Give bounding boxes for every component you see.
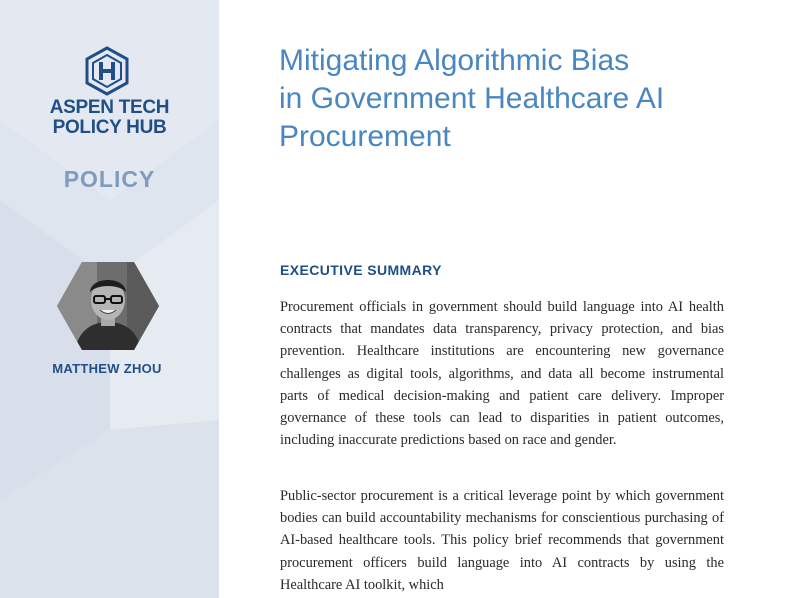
author-portrait — [57, 262, 159, 350]
document-title — [279, 42, 759, 156]
author-name: MATTHEW ZHOU — [52, 361, 162, 376]
sidebar — [0, 0, 219, 598]
hexagon-h-logo-icon — [84, 46, 130, 96]
title-line-1: Mitigating Algorithmic Bias — [279, 44, 630, 77]
brand-line-1: ASPEN TECH — [49, 97, 170, 118]
title-line-3: Procurement — [279, 120, 451, 153]
section-heading: EXECUTIVE SUMMARY — [280, 262, 442, 278]
brand-name — [0, 98, 219, 138]
title-line-2: in Government Healthcare AI — [279, 82, 665, 115]
brand-line-2: POLICY HUB — [52, 117, 167, 138]
summary-paragraph-2: Public-sector procurement is a critical leverage point by which government bodies can build accountability mechanisms for conscientious purchasing of AI-based healthcare tools. This policy brief recommends that government procurement officers build language into AI contracts by using the Healthcare AI toolkit, which — [280, 488, 724, 593]
category-label: POLICY — [63, 166, 156, 192]
summary-paragraph-1: Procurement officials in government should build language into AI health contracts that mandates data transparency, privacy protection, and bias prevention. Healthcare institutions are encountering new governance challenges as digital tools, algorithms, and data all become instrumental parts of medical decision-making and patient care delivery. Improper governance of these tools can lead to disparities in patient outcomes, including inaccurate predictions based on race and gender. — [280, 299, 724, 449]
